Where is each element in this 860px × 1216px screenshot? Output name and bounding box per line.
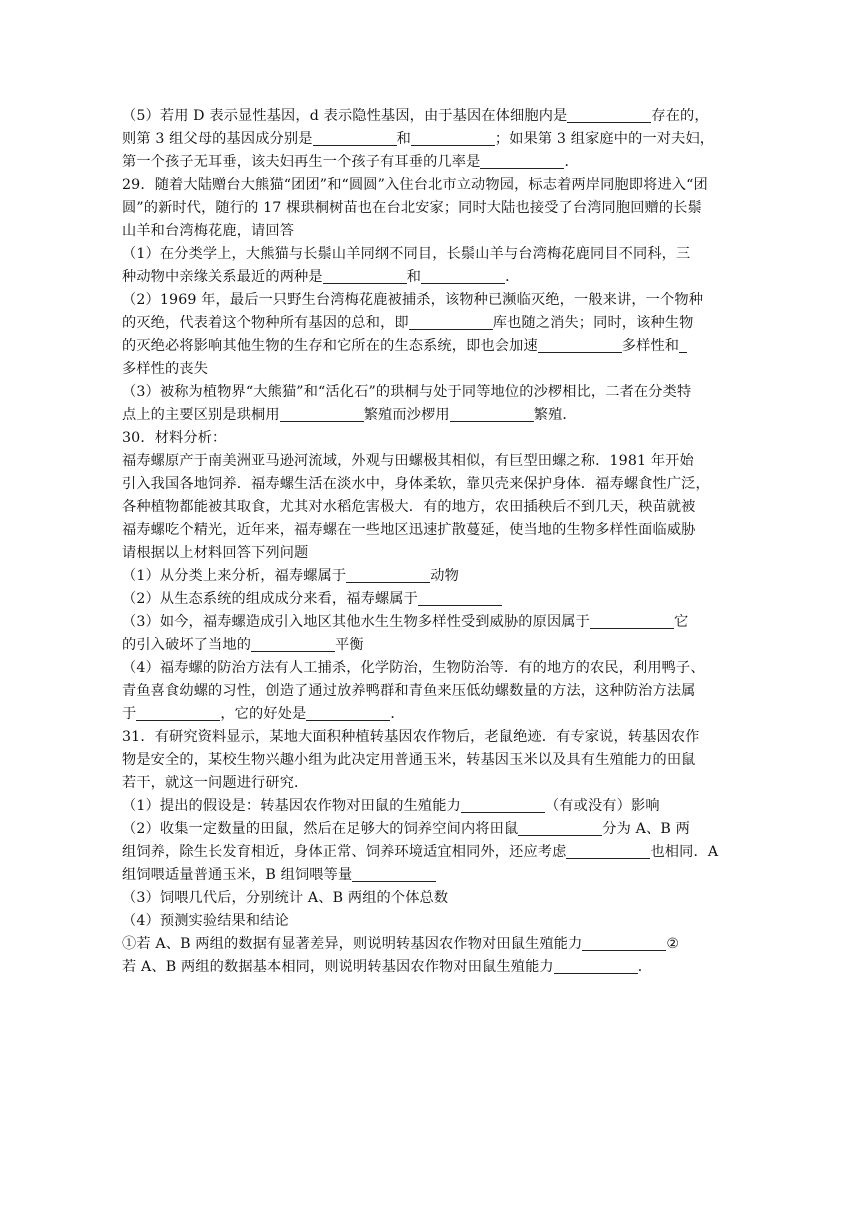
text: 的灭绝必将影响其他生物的生存和它所在的生态系统，即也会加速 xyxy=(122,338,538,354)
text: 多样性和 xyxy=(621,338,680,354)
answer-blank[interactable] xyxy=(346,567,430,583)
text: ② xyxy=(666,936,680,952)
q30-part4-line-2: 青鱼喜食幼螺的习性，创造了通过放养鸭群和青鱼来压低幼螺数量的方法，这种防治方法属 xyxy=(122,683,696,699)
text: 和 xyxy=(406,269,422,285)
q28-5-line-3 xyxy=(122,151,734,174)
q29-part3-line-1: （3）被称为植物界“大熊猫”和“活化石”的珙桐与处于同等地位的沙椤相比，二者在分类特 xyxy=(122,384,692,400)
q28-5-line-1 xyxy=(122,105,734,128)
answer-blank[interactable] xyxy=(554,958,638,974)
q31-stem-line-2: 物是安全的，某校生物兴趣小组为此决定用普通玉米，转基因玉米以及具有生殖能力的田鼠 xyxy=(122,752,696,768)
text: 也相同．A xyxy=(650,844,719,860)
q31-part2-line-3 xyxy=(122,864,734,887)
answer-blank[interactable] xyxy=(409,314,493,330)
text: 若 A、B 两组的数据基本相同，则说明转基因农作物对田鼠生殖能力 xyxy=(122,959,554,975)
q31-conclusion-line-2 xyxy=(122,956,734,979)
answer-blank[interactable] xyxy=(352,866,436,882)
q30-material-line-4: 福寿螺吃个精光，近年来，福寿螺在一些地区迅速扩散蔓延，使当地的生物多样性面临威胁 xyxy=(122,522,696,538)
text: 存在的， xyxy=(651,108,709,124)
answer-blank[interactable] xyxy=(538,337,622,353)
q31-stem-line-3: 若干，就这一问题进行研究． xyxy=(122,775,309,791)
q29-part2-line-3 xyxy=(122,335,734,358)
text: 于 xyxy=(122,706,137,722)
q30-part3-line-2 xyxy=(122,634,734,657)
answer-blank[interactable] xyxy=(566,843,650,859)
text: 组饲养，除生长发育相近，身体正常、饲养环境适宜相同外，还应考虑 xyxy=(122,844,567,860)
q31-part4: （4）预测实验结果和结论 xyxy=(122,913,289,929)
q30-part4-line-3 xyxy=(122,703,734,726)
text: 种动物中亲缘关系最近的两种是 xyxy=(122,269,323,285)
q30-part3-line-1 xyxy=(122,611,734,634)
q29-part1-line-2 xyxy=(122,266,734,289)
q30-material-line-3: 各种植物都能被其取食，尤其对水稻危害极大．有的地方，农田插秧后不到几天，秧苗就被 xyxy=(122,499,696,515)
text: 它 xyxy=(673,614,689,630)
text: ． xyxy=(637,959,653,975)
text: （1）从分类上来分析，福寿螺属于 xyxy=(122,568,347,584)
text: 繁殖． xyxy=(533,407,577,423)
text: 平衡 xyxy=(335,637,364,653)
text: （2）收集一定数量的田鼠，然后在足够大的饲养空间内将田鼠 xyxy=(122,821,519,837)
q29-part2-line-1: （2）1969 年，最后一只野生台湾梅花鹿被捕杀，该物种已濒临灭绝，一般来讲，一个物种 xyxy=(122,292,704,308)
text: 库也随之消失；同时，该种生物 xyxy=(492,315,694,331)
q29-stem-line-1: 29．随着大陆赠台大熊猫“团团”和“圆圆”入住台北市立动物园，标志着两岸同胞即将进入“团 xyxy=(122,177,708,193)
text: 和 xyxy=(396,131,411,147)
q30-part2 xyxy=(122,588,734,611)
text: ． xyxy=(505,269,520,285)
q31-part3: （3）饲喂几代后，分别统计 A、B 两组的个体总数 xyxy=(122,890,449,906)
text: （1）提出的假设是：转基因农作物对田鼠的生殖能力 xyxy=(122,798,461,814)
answer-blank[interactable] xyxy=(323,268,407,284)
text: ①若 A、B 两组的数据有显著差异，则说明转基因农作物对田鼠生殖能力 xyxy=(122,936,583,952)
text: 第一个孩子无耳垂，该夫妇再生一个孩子有耳垂的几率是 xyxy=(122,154,481,170)
text: 繁殖而沙椤用 xyxy=(363,407,450,423)
q29-part3-line-2 xyxy=(122,404,734,427)
q29-part2-line-2 xyxy=(122,312,734,335)
answer-blank[interactable] xyxy=(136,705,220,721)
answer-blank[interactable] xyxy=(567,107,651,123)
q30-part1 xyxy=(122,565,734,588)
answer-blank[interactable] xyxy=(582,935,666,951)
answer-blank[interactable] xyxy=(450,406,534,422)
answer-blank[interactable] xyxy=(518,820,602,836)
text: ，它的好处是 xyxy=(220,706,307,722)
text: 动物 xyxy=(430,568,459,584)
answer-blank[interactable] xyxy=(306,705,390,721)
q30-material-line-1: 福寿螺原产于南美洲亚马逊河流域，外观与田螺极其相似，有巨型田螺之称．1981 年开始 xyxy=(122,453,694,469)
q31-part2-line-1 xyxy=(122,818,734,841)
text: 组饲喂适量普通玉米，B 组饲喂等量 xyxy=(122,867,353,883)
q29-stem-line-2: 圆”的新时代，随行的 17 棵珙桐树苗也在台北安家；同时大陆也接受了台湾同胞回赠的长鬃 xyxy=(122,200,702,216)
answer-blank[interactable] xyxy=(421,268,505,284)
q31-part2-line-2 xyxy=(122,841,734,864)
q29-part1-line-1: （1）在分类学上，大熊猫与长鬃山羊同纲不同目，长鬃山羊与台湾梅花鹿同目不同科，三 xyxy=(122,246,691,262)
answer-blank[interactable] xyxy=(411,130,495,146)
q29-stem-line-3: 山羊和台湾梅花鹿，请回答 xyxy=(122,223,295,239)
text: （3）如今，福寿螺造成引入地区其他水生生物多样性受到威胁的原因属于 xyxy=(122,614,590,630)
answer-blank[interactable] xyxy=(418,590,502,606)
answer-blank[interactable] xyxy=(251,636,335,652)
q29-part2-line-4: 多样性的丧失 xyxy=(122,361,209,377)
answer-blank[interactable] xyxy=(461,797,545,813)
text: ． xyxy=(390,706,405,722)
answer-blank[interactable] xyxy=(480,153,564,169)
q31-part1 xyxy=(122,795,734,818)
q30-heading: 30．材料分析： xyxy=(122,430,227,446)
q31-stem-line-1: 31．有研究资料显示，某地大面积种植转基因农作物后，老鼠绝迹．有专家说，转基因农作 xyxy=(122,729,700,745)
text: 分为 A、B 两 xyxy=(602,821,690,837)
text: （有或没有）影响 xyxy=(544,798,660,814)
q30-material-line-2: 引入我国各地饲养．福寿螺生活在淡水中，身体柔软，靠贝壳来保护身体．福寿螺食性广泛， xyxy=(122,476,710,492)
text: （2）从生态系统的组成成分来看，福寿螺属于 xyxy=(122,591,418,607)
exam-page xyxy=(122,105,734,979)
answer-blank[interactable] xyxy=(280,406,364,422)
text: ；如果第 3 组家庭中的一对夫妇， xyxy=(494,131,715,147)
text: ． xyxy=(564,154,579,170)
answer-blank[interactable] xyxy=(679,337,687,353)
answer-blank[interactable] xyxy=(313,130,397,146)
answer-blank[interactable] xyxy=(590,613,674,629)
text: 的灭绝，代表着这个物种所有基因的总和，即 xyxy=(122,315,409,331)
text: 点上的主要区别是珙桐用 xyxy=(122,407,280,423)
text: 的引入破坏了当地的 xyxy=(122,637,252,653)
text: （5）若用 D 表示显性基因，d 表示隐性基因，由于基因在体细胞内是 xyxy=(122,108,568,124)
q28-5-line-2 xyxy=(122,128,734,151)
q30-material-line-5: 请根据以上材料回答下列问题 xyxy=(122,545,309,561)
text: 则第 3 组父母的基因成分别是 xyxy=(122,131,313,147)
q30-part4-line-1: （4）福寿螺的防治方法有人工捕杀，化学防治，生物防治等．有的地方的农民，利用鸭子、 xyxy=(122,660,705,676)
q31-conclusion-line-1 xyxy=(122,933,734,956)
